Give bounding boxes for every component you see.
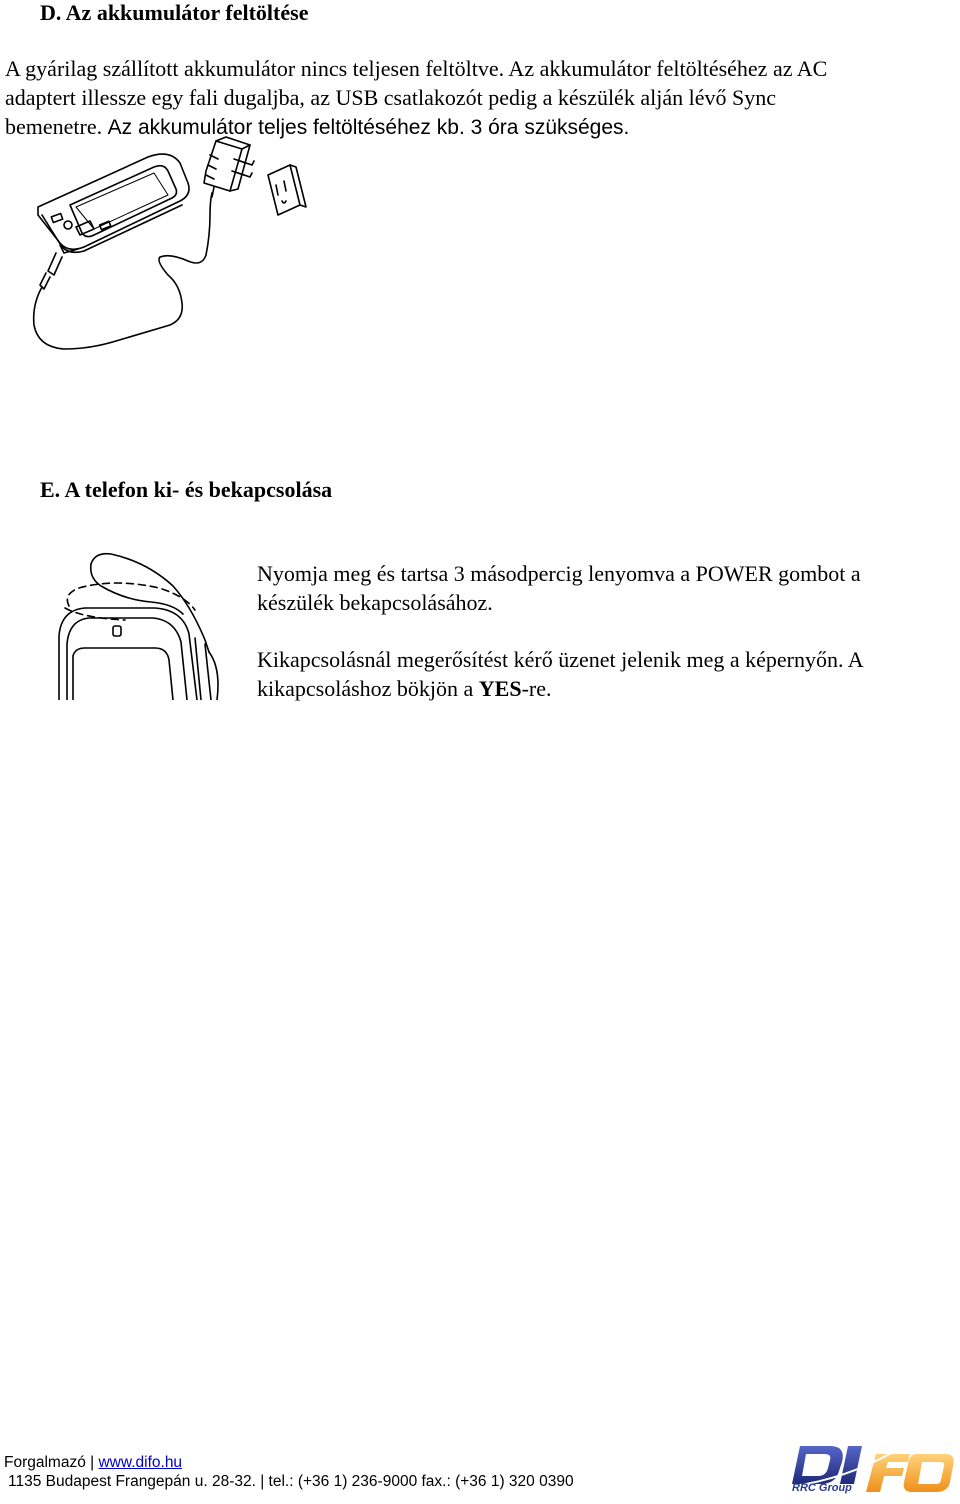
section-d-paragraph [5,54,955,142]
finger-icon [91,554,209,652]
footer-distributor-label: Forgalmazó | [4,1454,99,1471]
section-e-paragraph-1 [257,559,957,617]
section-d-line-3-serif: bemenetre. [5,114,108,139]
footer-distributor [4,1453,182,1472]
yes-keyword: YES [478,676,522,701]
ac-adapter-icon [204,137,254,197]
footer-website-link[interactable]: www.difo.hu [98,1454,183,1471]
section-e-paragraph-2 [257,645,957,703]
logo-subtext: RRC Group [792,1482,852,1494]
usb-cable-icon [34,193,212,349]
section-e-p1-line-2: készülék bekapcsolásához. [257,590,493,615]
section-d-heading: D. Az akkumulátor feltöltése [40,0,309,25]
section-d-line-1: A gyárilag szállított akkumulátor nincs teljesen feltöltve. Az akkumulátor feltöltéséhez az AC [5,56,828,81]
power-button-illustration [55,548,230,700]
footer-address: 1135 Budapest Frangepán u. 28-32. | tel.: (+36 1) 236-9000 fax.: (+36 1) 320 0390 [8,1473,574,1490]
section-d-line-3-sans: Az akkumulátor teljes feltöltéséhez kb. 3 óra szükséges. [107,116,630,139]
section-e-p1-line-1: Nyomja meg és tartsa 3 másodpercig lenyomva a POWER gombot a [257,561,861,586]
section-e-p2-prefix: kikapcsoláshoz bökjön a [257,676,479,701]
phone-device-icon [38,154,189,253]
section-d-line-2: adaptert illessze egy fali dugaljba, az USB csatlakozót pedig a készülék alján lévő Sync [5,85,776,110]
difo-logo [790,1440,955,1498]
section-e-p2-line-2 [257,674,957,703]
charging-illustration [20,135,340,360]
section-e-heading: E. A telefon ki- és bekapcsolása [40,477,333,502]
section-e-p2-suffix: -re. [521,676,552,701]
section-e-p2-line-1: Kikapcsolásnál megerősítést kérő üzenet jelenik meg a képernyőn. A [257,647,864,672]
phone-top-icon [59,608,218,700]
wall-socket-icon [268,165,306,215]
